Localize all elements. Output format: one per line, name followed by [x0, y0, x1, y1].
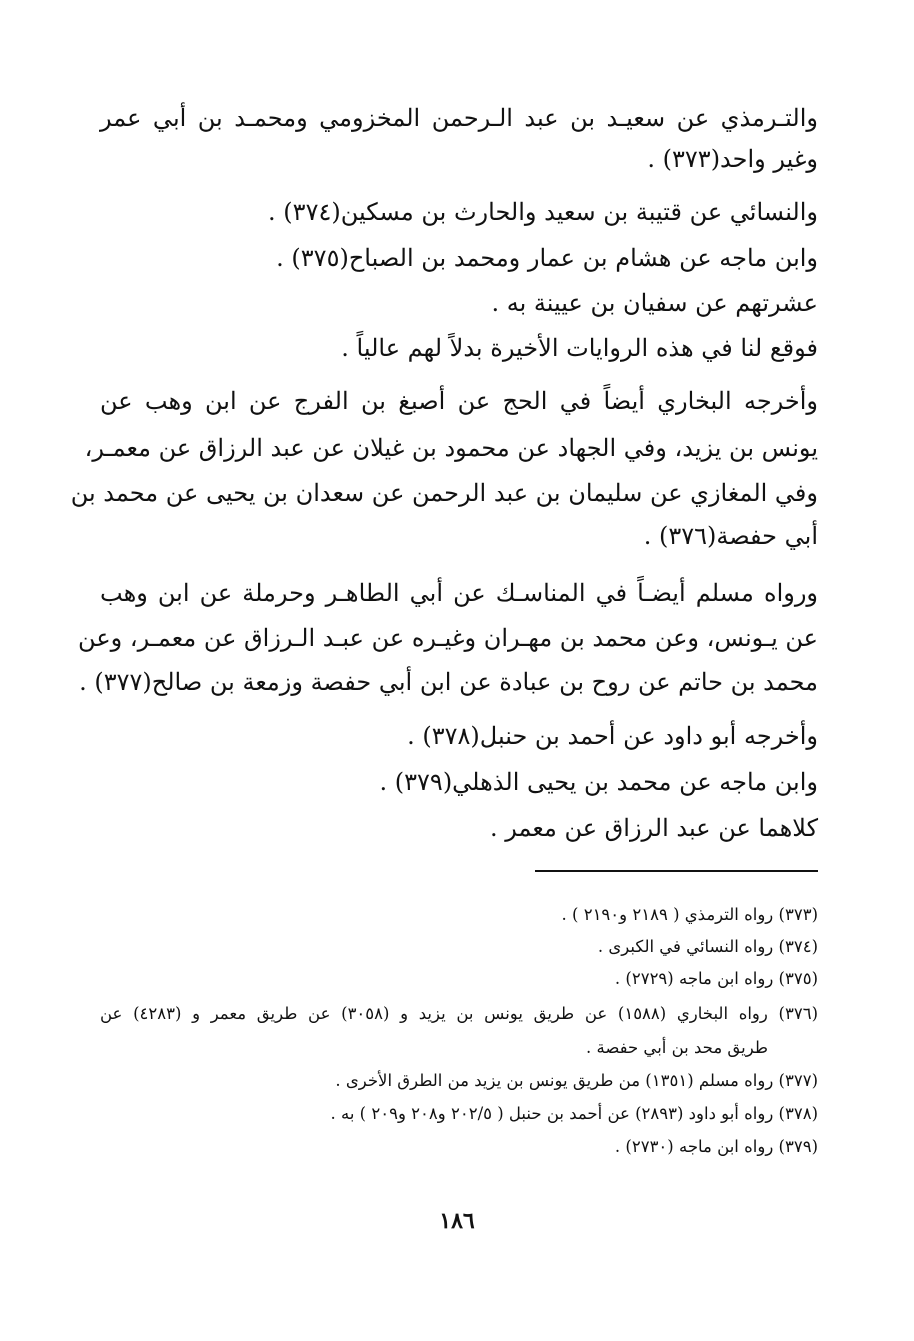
footnote: (٣٧٩) رواه ابن ماجه (٢٧٣٠) . — [614, 1137, 818, 1156]
body-line: والنسائي عن قتيبة بن سعيد والحارث بن مسكين(٣٧٤) . — [268, 198, 818, 226]
footnote-separator — [535, 870, 818, 872]
body-line: وغير واحد(٣٧٣) . — [647, 145, 818, 173]
body-line: كلاهما عن عبد الرزاق عن معمر . — [490, 814, 818, 842]
body-line: وفي المغازي عن سليمان بن عبد الرحمن عن سعدان بن يحيى عن محمد بن — [70, 479, 818, 507]
footnote: (٣٧٧) رواه مسلم (١٣٥١) من طريق يونس بن يزيد من الطرق الأخرى . — [335, 1071, 818, 1090]
body-line: فوقع لنا في هذه الروايات الأخيرة بدلاً لهم عالياً . — [341, 334, 818, 362]
body-line: وأخرجه أبو داود عن أحمد بن حنبل(٣٧٨) . — [407, 722, 818, 750]
body-line: أبي حفصة(٣٧٦) . — [643, 522, 818, 550]
body-line: يونس بن يزيد، وفي الجهاد عن محمود بن غيلان عن عبد الرزاق عن معمـر، — [84, 434, 818, 462]
body-line: والتـرمذي عن سعيـد بن عبد الـرحمن المخزومي ومحمـد بن أبي عمر — [100, 104, 818, 132]
body-line: عشرتهم عن سفيان بن عيينة به . — [491, 289, 818, 317]
footnote: (٣٧٤) رواه النسائي في الكبرى . — [597, 937, 818, 956]
footnote: (٣٧٦) رواه البخاري (١٥٨٨) عن طريق يونس بن يزيد و (٣٠٥٨) عن طريق معمر و (٤٢٨٣) عن — [100, 1004, 818, 1023]
body-line: ورواه مسلم أيضـاً في المناسـك عن أبي الطاهـر وحرملة عن ابن وهب — [100, 579, 819, 607]
body-line: وابن ماجه عن محمد بن يحيى الذهلي(٣٧٩) . — [379, 768, 818, 796]
footnote: (٣٧٨) رواه أبو داود (٢٨٩٣) عن أحمد بن حنبل ( ٢٠٢/٥ و٢٠٨ و٢٠٩ ) به . — [330, 1104, 818, 1123]
body-line: عن يـونس، وعن محمد بن مهـران وغيـره عن عبـد الـرزاق عن معمـر، وعن — [78, 624, 818, 652]
footnote: (٣٧٣) رواه الترمذي ( ٢١٨٩ و٢١٩٠ ) . — [561, 905, 818, 924]
footnote: (٣٧٥) رواه ابن ماجه (٢٧٢٩) . — [614, 969, 818, 988]
page-number: ١٨٦ — [439, 1208, 475, 1234]
body-line: محمد بن حاتم عن روح بن عبادة عن ابن أبي حفصة وزمعة بن صالح(٣٧٧) . — [79, 668, 818, 696]
footnote-continuation: طريق محد بن أبي حفصة . — [586, 1038, 768, 1057]
body-line: وأخرجه البخاري أيضاً في الحج عن أصبغ بن الفرج عن ابن وهب عن — [100, 387, 818, 415]
body-line: وابن ماجه عن هشام بن عمار ومحمد بن الصباح(٣٧٥) . — [276, 244, 818, 272]
